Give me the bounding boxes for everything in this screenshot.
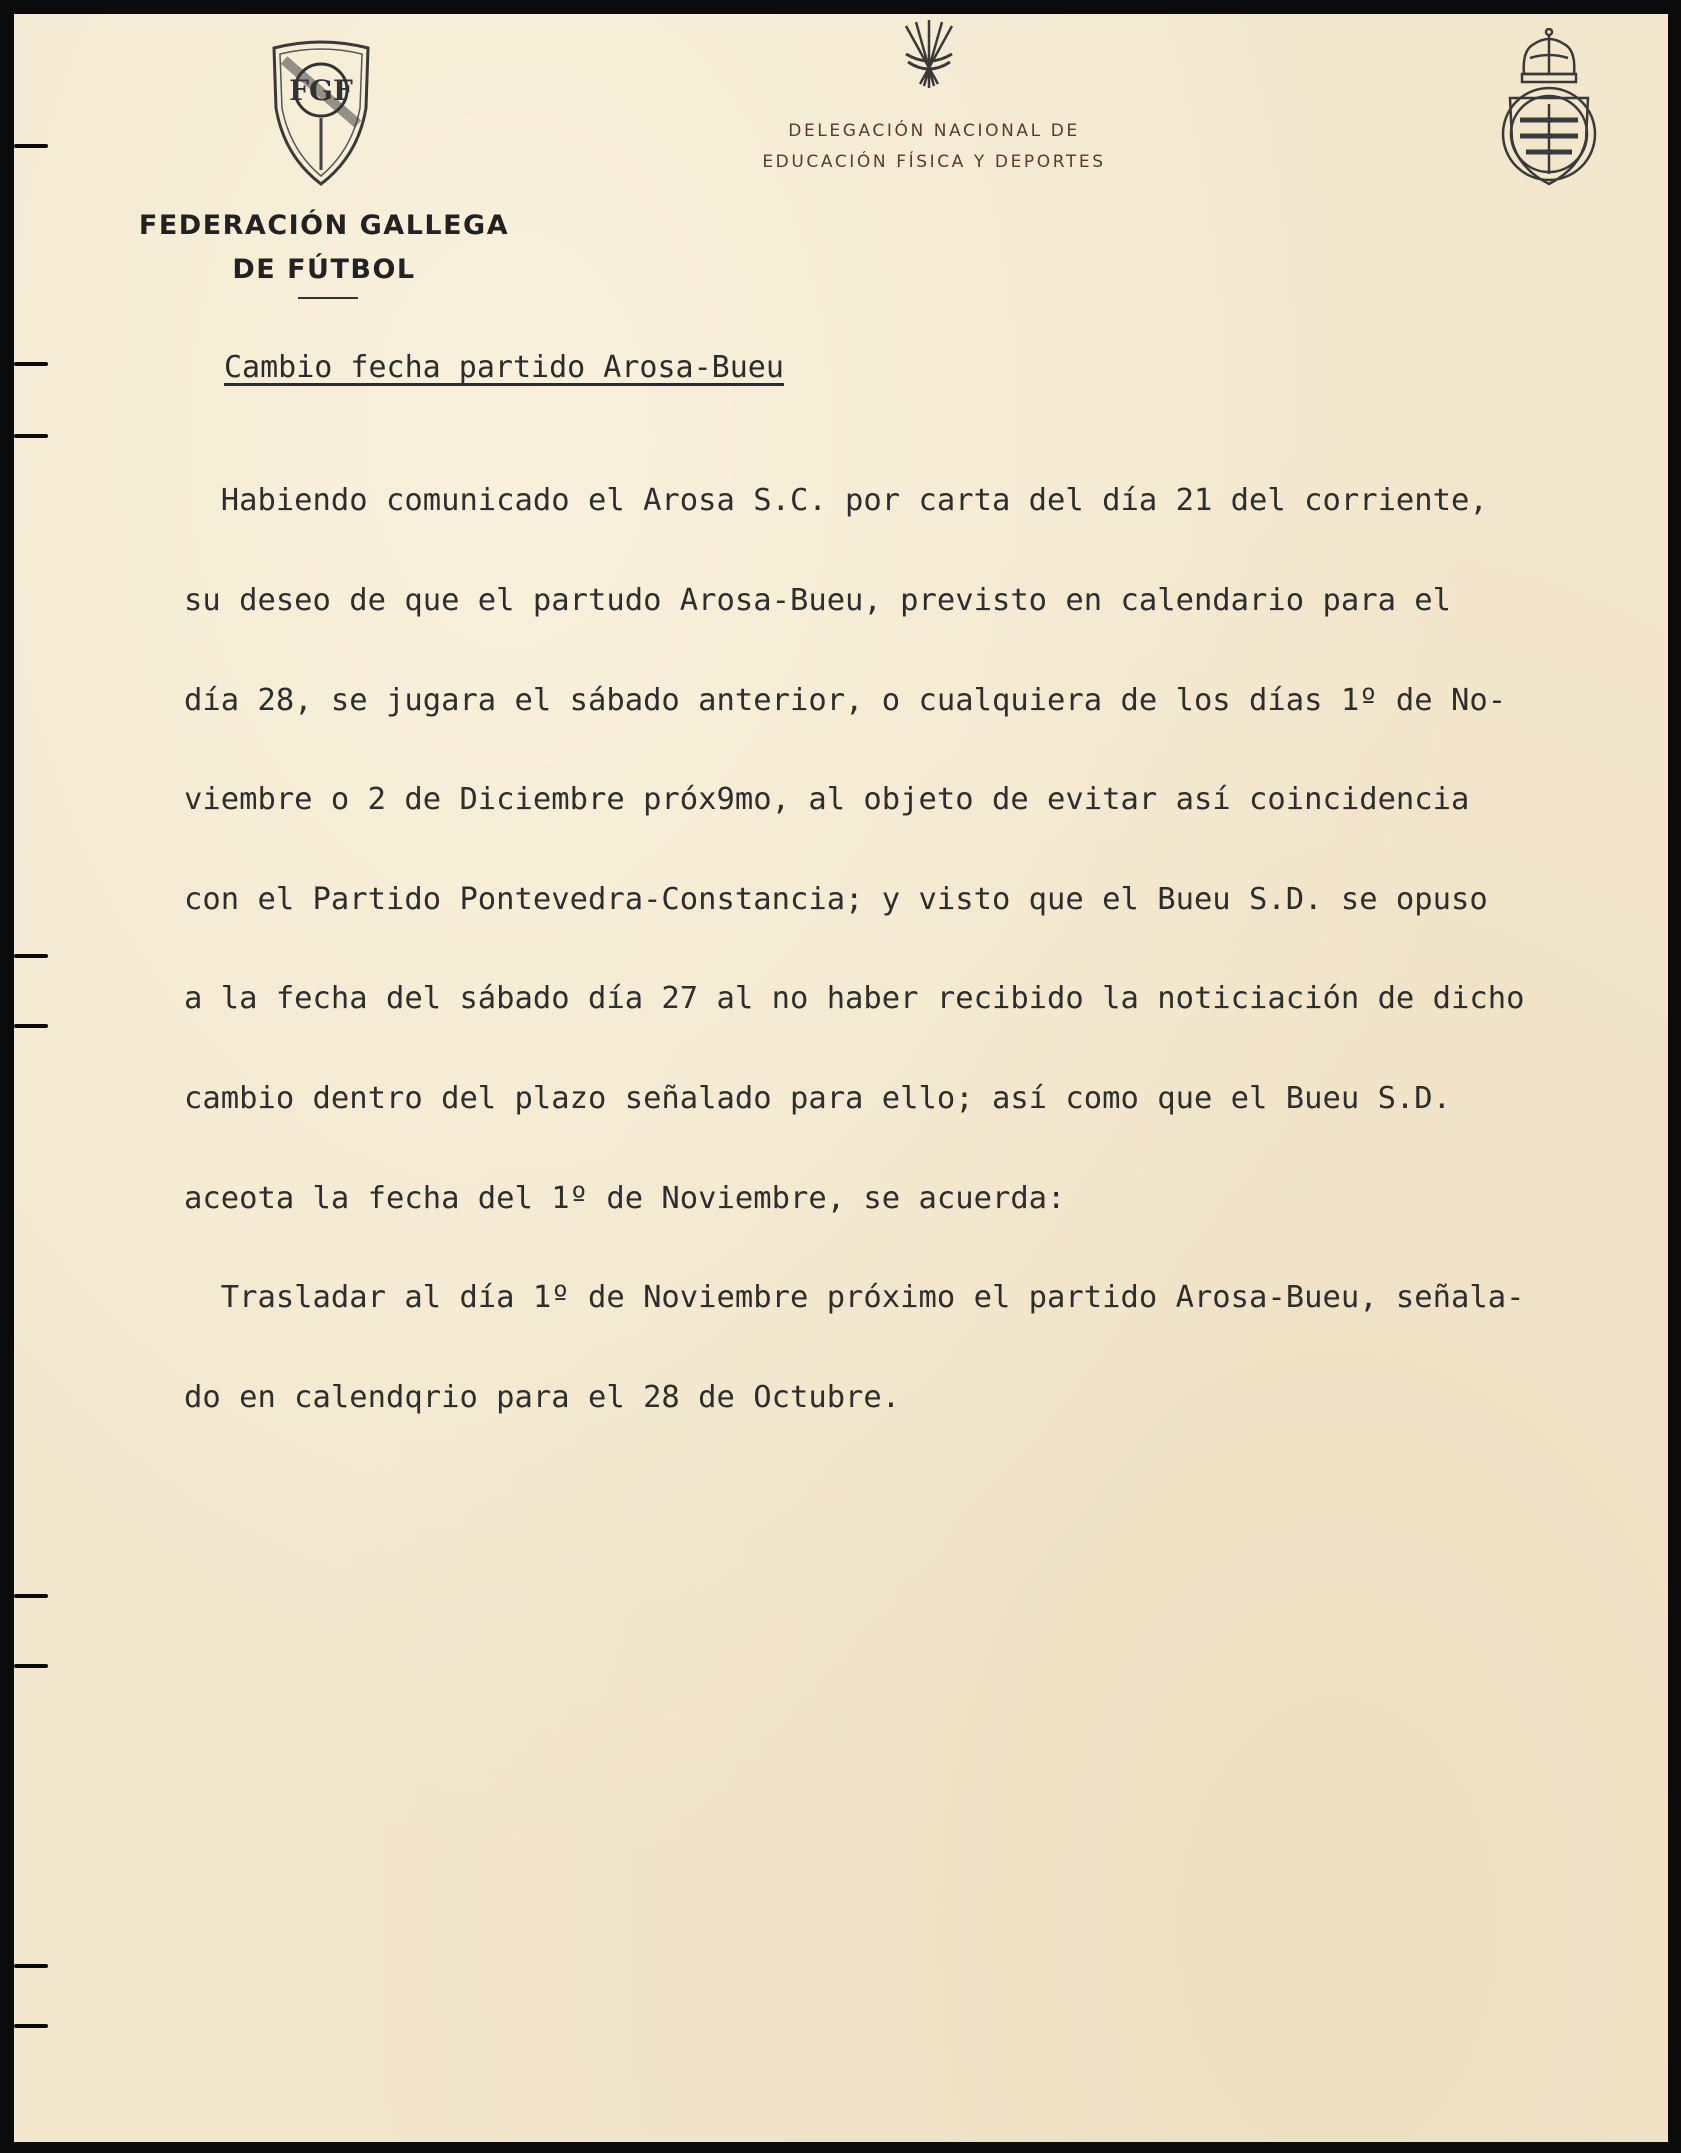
body-line: do en calendqrio para el 28 de Octubre. bbox=[184, 1379, 901, 1415]
binder-hole bbox=[14, 362, 48, 366]
body-line: Trasladar al día 1º de Noviembre próximo el partido Arosa-Bueu, señala- bbox=[184, 1280, 1525, 1316]
yoke-and-arrows-icon bbox=[894, 16, 964, 92]
binder-hole bbox=[14, 144, 48, 148]
federation-name-line2: DE FÚTBOL bbox=[232, 254, 416, 285]
delegation-heading bbox=[714, 116, 1154, 178]
delegation-line1: DELEGACIÓN NACIONAL DE bbox=[788, 121, 1080, 141]
document-title: Cambio fecha partido Arosa-Bueu bbox=[224, 350, 784, 385]
body-line: su deseo de que el partudo Arosa-Bueu, previsto en calendario para el bbox=[184, 583, 1452, 619]
binder-hole bbox=[14, 434, 48, 438]
document-page bbox=[14, 14, 1668, 2142]
binder-hole bbox=[14, 954, 48, 958]
binder-holes bbox=[14, 14, 74, 2142]
document-body bbox=[184, 418, 1674, 1481]
federation-divider bbox=[298, 297, 358, 299]
body-line: día 28, se jugara el sábado anterior, o cualquiera de los días 1º de No- bbox=[184, 682, 1507, 718]
body-line: aceota la fecha del 1º de Noviembre, se acuerda: bbox=[184, 1180, 1066, 1216]
binder-hole bbox=[14, 1664, 48, 1668]
crowned-shield-icon bbox=[1490, 28, 1608, 188]
body-line: con el Partido Pontevedra-Constancia; y visto que el Bueu S.D. se opuso bbox=[184, 881, 1488, 917]
binder-hole bbox=[14, 2024, 48, 2028]
federation-shield-icon bbox=[266, 38, 376, 188]
federation-name-line1: FEDERACIÓN GALLEGA bbox=[138, 210, 510, 241]
binder-hole bbox=[14, 1964, 48, 1968]
svg-text:FGF: FGF bbox=[289, 74, 353, 107]
delegation-line2: EDUCACIÓN FÍSICA Y DEPORTES bbox=[762, 152, 1106, 172]
binder-hole bbox=[14, 1024, 48, 1028]
body-line: cambio dentro del plazo señalado para ello; así como que el Bueu S.D. bbox=[184, 1081, 1452, 1117]
binder-hole bbox=[14, 1594, 48, 1598]
federation-name bbox=[114, 204, 534, 292]
body-line: viembre o 2 de Diciembre próx9mo, al objeto de evitar así coincidencia bbox=[184, 782, 1470, 818]
body-line: a la fecha del sábado día 27 al no haber recibido la noticiación de dicho bbox=[184, 981, 1525, 1017]
body-line: Habiendo comunicado el Arosa S.C. por carta del día 21 del corriente, bbox=[184, 483, 1488, 519]
